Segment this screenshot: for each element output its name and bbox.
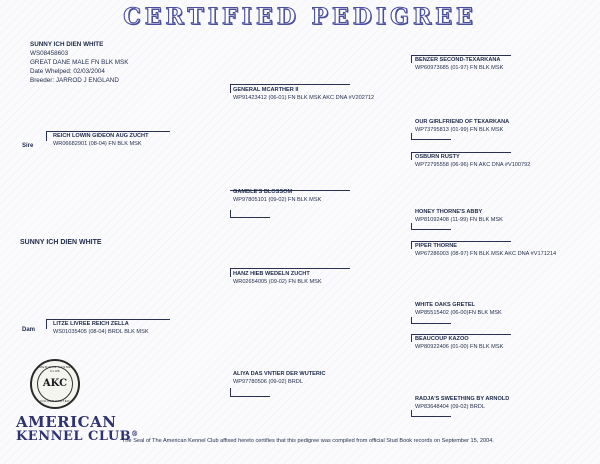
gen3-2-line — [411, 152, 511, 153]
seal-bottom-text: INCORPORATED — [40, 399, 70, 403]
gen3-1-name: OUR GIRLFRIEND OF TEXARKANA — [415, 119, 510, 125]
gen2-dd-reg: WP97780506 (09-02) BRDL — [233, 378, 303, 385]
sire-label: Sire — [22, 143, 34, 149]
dog-name: SUNNY ICH DIEN WHITE — [30, 41, 104, 48]
dog-info-block — [30, 40, 128, 85]
gen3-2-entry — [415, 154, 530, 169]
gen3-6-name: BEAUCOUP KAZOO — [415, 336, 469, 342]
gen3-4-line — [411, 241, 511, 242]
gen2-dd-entry — [233, 371, 326, 386]
registered-mark: ® — [131, 429, 139, 438]
gen3-3-entry — [415, 209, 503, 224]
gen2-ss-name: GENERAL MCARTHER II — [233, 87, 299, 93]
gen3-4-entry — [415, 243, 556, 258]
gen3-7-name: RADJA'S SWEETHING BY ARNOLD — [415, 396, 510, 402]
gen2-ds-reg: WR02654005 (09-02) FN BLK MSK — [233, 278, 322, 285]
gen3-4-tick — [411, 241, 412, 249]
dam-line-tick — [46, 319, 47, 329]
gen3-6-line — [411, 334, 511, 335]
gen3-3-reg: WP81092408 (11-99) FN BLK MSK — [415, 216, 503, 223]
gen3-0-reg: WP60973685 (01-97) FN BLK MSK — [415, 64, 504, 71]
brand-line2-wrap — [16, 429, 139, 444]
gen2-ds-line — [230, 268, 350, 269]
gen3-2-reg: WP72795558 (06-96) FN AKC DNA #V100792 — [415, 161, 531, 168]
sire-reg: WR06682901 (08-04) FN BLK MSK — [53, 140, 142, 147]
gen3-5-reg: WP85515402 (06-00)FN BLK MSK — [415, 309, 502, 316]
gen3-7-entry — [415, 396, 509, 411]
seal-akc-text: AKC — [42, 378, 68, 389]
page-title: CERTIFIED PEDIGREE — [123, 4, 477, 30]
gen3-2-name: OSBURN RUSTY — [415, 154, 460, 160]
dam-name: LITZE LIVREE REICH ZELLA — [53, 321, 129, 327]
gen2-sd-base — [230, 217, 270, 218]
brand-line1: AMERICAN — [16, 413, 117, 431]
gen2-ss-reg: WP91423412 (06-01) FN BLK MSK AKC DNA #V202712 — [233, 94, 375, 101]
seal-top-text: AMERICAN KENNEL CLUB — [36, 365, 74, 373]
dog-whelped-date: Date Whelped: 02/03/2004 — [30, 68, 105, 75]
gen3-7-base — [411, 416, 451, 417]
brand-line2: KENNEL CLUB — [16, 429, 132, 444]
gen3-3-base — [411, 229, 451, 230]
dog-breeder: Breeder: JARROD J ENGLAND — [30, 77, 119, 84]
gen3-0-line — [411, 55, 511, 56]
gen2-ss-tick — [230, 84, 231, 93]
sire-line-tick — [46, 131, 47, 141]
sire-name: REICH LOWIN GIDEON AUG ZUCHT — [53, 133, 149, 139]
sire-entry — [53, 133, 149, 148]
gen3-5-base — [411, 323, 451, 324]
akc-seal-icon — [30, 359, 80, 409]
sire-line — [46, 131, 170, 132]
gen3-1-reg: WP73795813 (01-99) FN BLK MSK — [415, 126, 504, 133]
gen2-ss-line — [230, 84, 350, 85]
gen2-sd-entry — [233, 189, 321, 204]
gen3-1-base — [411, 139, 451, 140]
gen2-dd-name: ALIYA DAS VNTIER DER WUTERIC — [233, 371, 326, 377]
gen3-4-name: PIPER THORNE — [415, 243, 457, 249]
dam-reg: WS01035405 (08-04) BRDL BLK MSK — [53, 328, 149, 335]
gen3-6-reg: WP80922406 (01-00) FN BLK MSK — [415, 343, 504, 350]
gen3-0-tick — [411, 55, 412, 63]
center-dog-name: SUNNY ICH DIEN WHITE — [20, 239, 102, 246]
gen3-2-tick — [411, 152, 412, 160]
gen2-dd-base — [230, 396, 270, 397]
dam-line — [46, 319, 170, 320]
gen2-sd-name: GAMBLE'S BLOSSOM — [233, 189, 293, 195]
gen3-5-name: WHITE OAKS GRETEL — [415, 302, 475, 308]
gen3-0-name: BENZER SECOND-TEXARKANA — [415, 57, 501, 63]
gen2-ss-entry — [233, 87, 374, 102]
dam-label: Dam — [22, 327, 36, 333]
dog-breed: GREAT DANE MALE FN BLK MSK — [30, 59, 129, 66]
dam-entry — [53, 321, 149, 336]
gen2-sd-reg: WP97805101 (09-02) FN BLK MSK — [233, 196, 322, 203]
gen3-6-entry — [415, 336, 503, 351]
gen2-ds-name: HANZ HIEB WEDELN ZUCHT — [233, 271, 310, 277]
gen3-7-reg: WP83648404 (09-02) BRDL — [415, 403, 485, 410]
gen3-0-entry — [415, 57, 503, 72]
gen3-3-name: HONEY THORNE'S ABBY — [415, 209, 483, 215]
gen3-1-entry — [415, 119, 509, 134]
gen3-4-reg: WP67286003 (08-97) FN BLK MSK AKC DNA #V171214 — [415, 250, 557, 257]
dog-reg-number: WS08458603 — [30, 50, 69, 57]
footer-certification-text: The Seal of The American Kennel Club affixed hereto certifies that this pedigree was compiled from official Stud Book records on September 15, 2004. — [122, 438, 494, 444]
gen3-5-entry — [415, 302, 502, 317]
gen2-ds-tick — [230, 268, 231, 277]
gen3-6-tick — [411, 334, 412, 342]
gen2-ds-entry — [233, 271, 322, 286]
